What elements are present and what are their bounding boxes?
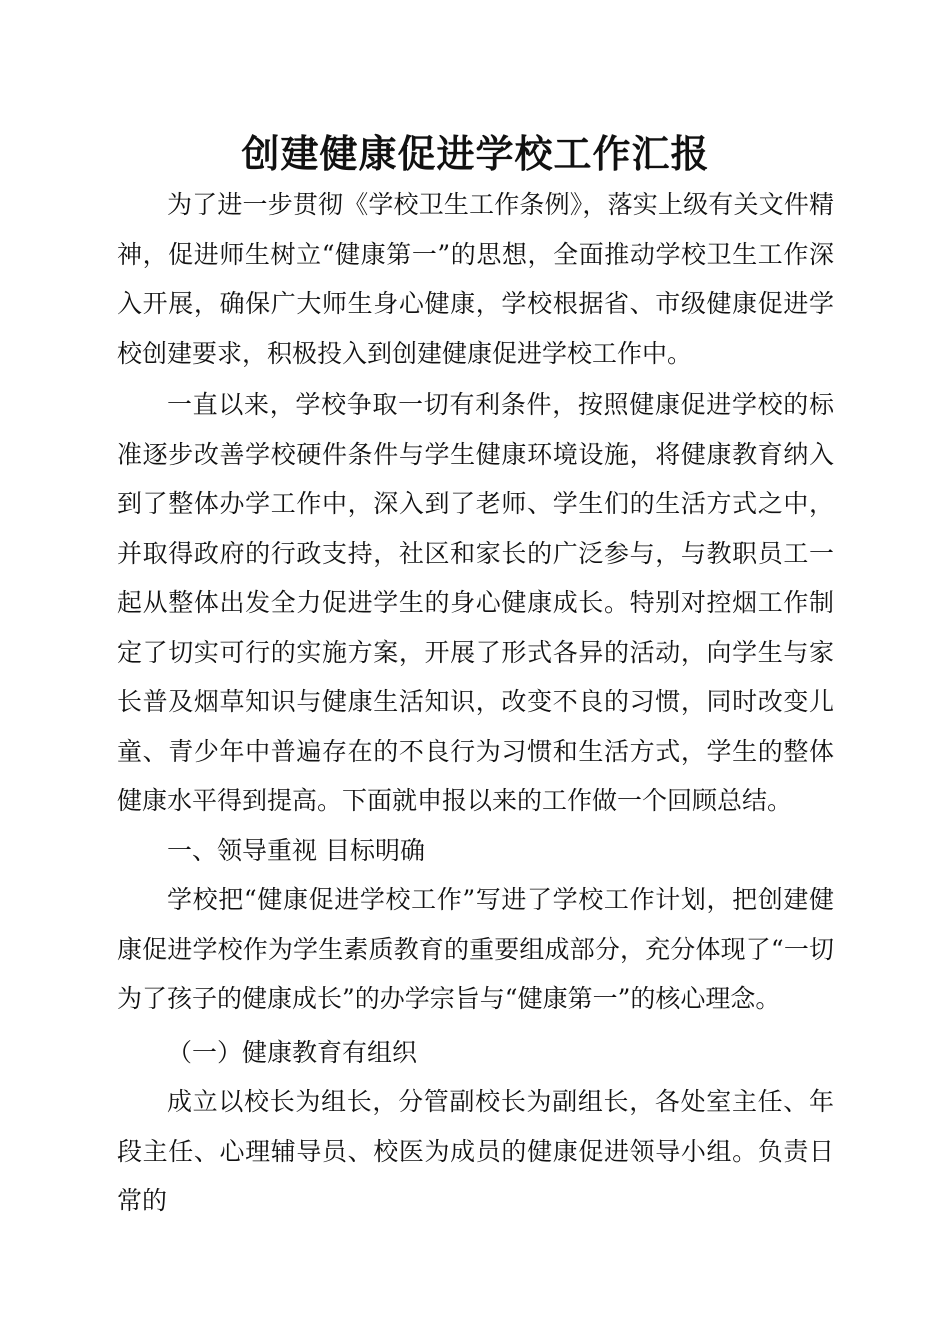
overview-paragraph: 一直以来，学校争取一切有利条件，按照健康促进学校的标准逐步改善学校硬件条件与学生健康环境设施，将健康教育纳入到了整体办学工作中，深入到了老师、学生们的生活方式之中，并取得政府的行政支持，社区和家长的广泛参与，与教职员工一起从整体出发全力促进学生的身心健康成长。特别对控烟工作制定了切实可行的实施方案，开展了形式各异的活动，向学生与家长普及烟草知识与健康生活知识，改变不良的习惯，同时改变儿童、青少年中普遍存在的不良行为习惯和生活方式，学生的整体健康水平得到提高。下面就申报以来的工作做一个回顾总结。	[117, 390, 834, 815]
section-heading: 一、领导重视 目标明确	[167, 835, 425, 865]
section-paragraph: 学校把“健康促进学校工作”写进了学校工作计划，把创建健康促进学校作为学生素质教育的重要组成部分，充分体现了“一切为了孩子的健康成长”的办学宗旨与“健康第一”的核心理念。	[117, 885, 834, 1013]
document-title: 创建健康促进学校工作汇报	[241, 131, 710, 176]
subsection-paragraph: 成立以校长为组长，分管副校长为副组长，各处室主任、年段主任、心理辅导员、校医为成员的健康促进领导小组。负责日常的	[117, 1087, 834, 1215]
document-body	[117, 128, 834, 1226]
subsection-heading: （一）健康教育有组织	[167, 1037, 418, 1067]
intro-paragraph: 为了进一步贯彻《学校卫生工作条例》，落实上级有关文件精神，促进师生树立“健康第一”的思想，全面推动学校卫生工作深入开展，确保广大师生身心健康，学校根据省、市级健康促进学校创建要求，积极投入到创建健康促进学校工作中。	[117, 190, 834, 368]
